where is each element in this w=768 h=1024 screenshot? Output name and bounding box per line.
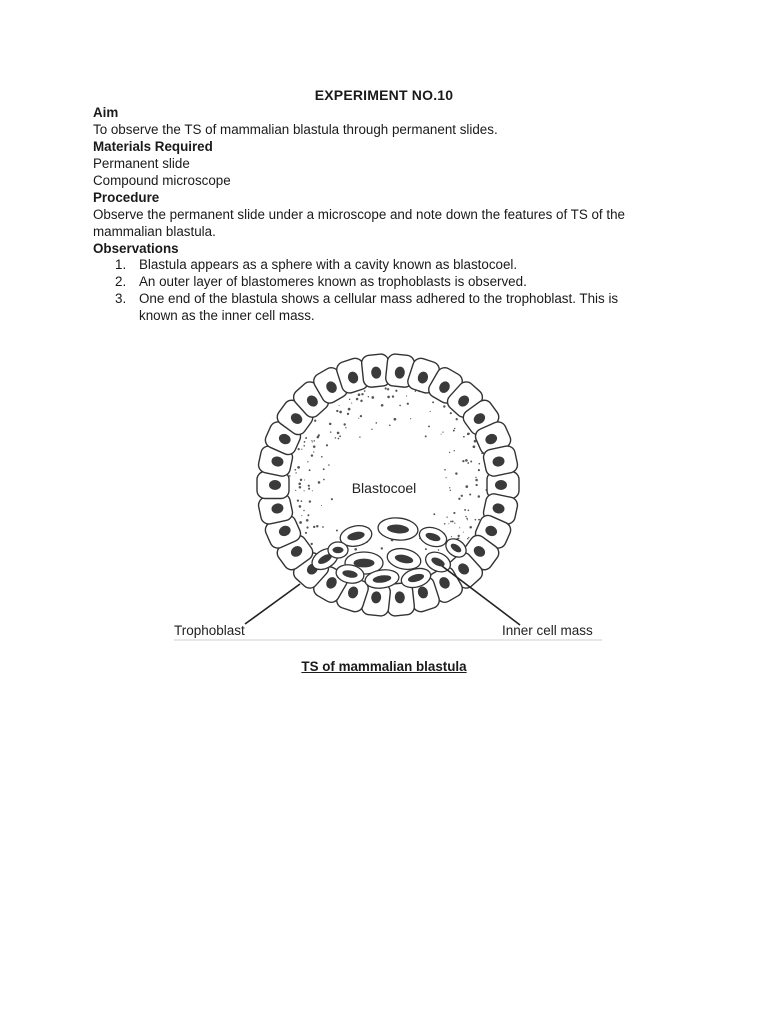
speckle-dot [347, 413, 349, 415]
speckle-dot [467, 462, 469, 464]
inner-cell-mass-label: Inner cell mass [502, 623, 593, 638]
speckle-dot [299, 486, 302, 489]
speckle-dot [466, 518, 468, 520]
procedure-heading: Procedure [93, 190, 160, 205]
speckle-dot [425, 548, 427, 550]
speckle-dot [307, 461, 308, 462]
procedure-text-line: mammalian blastula. [93, 224, 216, 239]
speckle-dot [395, 390, 397, 392]
speckle-dot [478, 519, 480, 521]
speckle-dot [450, 490, 451, 491]
trophoblast-label: Trophoblast [174, 623, 245, 638]
speckle-dot [441, 434, 442, 435]
speckle-dot [394, 418, 397, 421]
speckle-dot [458, 535, 460, 537]
speckle-dot [329, 423, 332, 426]
speckle-dot [360, 400, 362, 402]
speckle-dot [308, 488, 310, 490]
speckle-dot [322, 526, 324, 528]
speckle-dot [449, 452, 450, 453]
speckle-dot [339, 411, 342, 414]
speckle-dot [349, 399, 350, 400]
blastula-figure [170, 338, 606, 644]
observations-list [93, 256, 693, 324]
speckle-dot [301, 515, 302, 516]
speckle-dot [406, 395, 407, 396]
speckle-dot [475, 519, 477, 521]
speckle-dot [459, 527, 460, 528]
observation-number: 2. [115, 274, 127, 289]
speckle-dot [387, 388, 389, 390]
speckle-dot [331, 498, 333, 500]
speckle-dot [364, 390, 366, 392]
speckle-dot [464, 509, 466, 511]
speckle-dot [456, 418, 458, 420]
speckle-dot [311, 543, 313, 545]
speckle-dot [306, 526, 308, 528]
speckle-dot [303, 445, 305, 447]
speckle-dot [348, 408, 351, 411]
speckle-dot [444, 469, 446, 471]
speckle-dot [425, 435, 427, 437]
speckle-dot [336, 530, 338, 532]
speckle-dot [465, 485, 468, 488]
observation-text: One end of the blastula shows a cellular mass adhered to the trophoblast. This is [139, 291, 619, 306]
speckle-dot [449, 487, 450, 488]
speckle-dot [371, 396, 374, 399]
speckle-dot [300, 479, 302, 481]
speckle-dot [313, 451, 314, 452]
speckle-dot [351, 403, 352, 404]
speckle-dot [473, 445, 476, 448]
speckle-dot [465, 516, 466, 517]
speckle-dot [452, 520, 454, 522]
material-item: Permanent slide [93, 156, 190, 171]
observation-text: Blastula appears as a sphere with a cavity known as blastocoel. [139, 257, 518, 272]
speckle-dot [323, 479, 325, 481]
speckle-dot [467, 519, 468, 520]
speckle-dot [360, 415, 362, 417]
inner-cell [328, 542, 348, 558]
speckle-dot [314, 420, 316, 422]
speckle-dot [470, 461, 472, 463]
aim-heading: Aim [93, 105, 119, 120]
speckle-dot [381, 404, 384, 407]
speckle-dot [297, 466, 300, 469]
speckle-dot [469, 493, 471, 495]
observation-number: 1. [115, 257, 127, 272]
speckle-dot [336, 410, 338, 412]
speckle-dot [463, 532, 464, 533]
speckle-dot [465, 459, 468, 462]
speckle-dot [430, 411, 431, 412]
speckle-dot [304, 479, 305, 480]
speckle-dot [368, 396, 369, 397]
speckle-dot [443, 405, 445, 407]
speckle-dot [450, 521, 452, 523]
speckle-dot [301, 449, 302, 450]
speckle-dot [328, 464, 330, 466]
speckle-dot [309, 469, 311, 471]
blastocoel-label: Blastocoel [351, 480, 417, 496]
speckle-dot [410, 418, 411, 419]
speckle-dot [304, 441, 306, 443]
speckle-dot [354, 548, 357, 551]
inner-cell [377, 516, 419, 541]
speckle-dot [454, 428, 455, 429]
speckle-dot [358, 418, 359, 419]
trophoblast-leader-line [245, 584, 300, 624]
speckle-dot [304, 490, 305, 491]
experiment-title: EXPERIMENT NO.10 [314, 87, 454, 103]
speckle-dot [298, 483, 301, 486]
speckle-dot [433, 513, 435, 515]
speckle-dot [371, 429, 372, 430]
speckle-dot [312, 441, 313, 442]
speckle-dot [312, 490, 313, 491]
speckle-dot [407, 403, 409, 405]
speckle-dot [478, 495, 481, 498]
speckle-dot [479, 463, 481, 465]
speckle-dot [335, 437, 337, 439]
speckle-dot [301, 500, 303, 502]
speckle-dot [321, 456, 323, 458]
speckle-dot [326, 444, 328, 446]
speckle-dot [330, 431, 331, 432]
speckle-dot [295, 472, 296, 473]
speckle-dot [311, 440, 312, 441]
speckle-dot [468, 509, 470, 511]
speckle-dot [305, 437, 307, 439]
materials-heading: Materials Required [93, 139, 213, 154]
speckle-dot [469, 526, 472, 529]
observation-text: known as the inner cell mass. [139, 308, 315, 323]
speckle-dot [415, 391, 416, 392]
speckle-dot [454, 450, 455, 451]
inner-cell [417, 524, 449, 550]
speckle-dot [321, 505, 322, 506]
observation-number: 3. [115, 291, 127, 306]
speckle-dot [392, 395, 394, 397]
aim-text: To observe the TS of mammalian blastula through permanent slides. [93, 122, 498, 137]
speckle-dot [316, 525, 318, 527]
speckle-dot [444, 523, 446, 525]
speckle-dot [468, 537, 469, 538]
speckle-dot [306, 519, 309, 522]
speckle-dot [455, 472, 457, 474]
speckle-dot [461, 495, 463, 497]
speckle-dot [428, 425, 430, 427]
speckle-dot [356, 398, 359, 401]
speckle-dot [462, 460, 464, 462]
observation-text: An outer layer of blastomeres known as trophoblasts is observed. [139, 274, 527, 289]
speckle-dot [453, 430, 455, 432]
speckle-dot [303, 510, 304, 511]
blastula-diagram [170, 338, 606, 644]
speckle-dot [432, 401, 434, 403]
speckle-dot [294, 469, 296, 471]
speckle-dot [451, 536, 452, 537]
speckle-dot [314, 440, 316, 442]
speckle-dot [475, 484, 477, 486]
speckle-dot [343, 423, 345, 425]
material-item: Compound microscope [93, 173, 231, 188]
observation-item [93, 290, 693, 324]
speckle-dot [453, 512, 455, 514]
speckle-dot [305, 532, 307, 534]
speckle-dot [338, 438, 340, 440]
observations-heading: Observations [93, 241, 179, 256]
speckle-dot [317, 436, 320, 439]
speckle-dot [295, 490, 296, 491]
speckle-dot [359, 436, 360, 437]
speckle-dot [458, 498, 460, 500]
observation-item [93, 256, 693, 273]
speckle-dot [458, 538, 460, 540]
speckle-dot [289, 475, 291, 477]
speckle-dot [448, 523, 449, 524]
speckle-dot [323, 468, 325, 470]
cell-nucleus [495, 480, 507, 490]
speckle-dot [339, 405, 340, 406]
speckle-dot [389, 424, 391, 426]
procedure-text-line: Observe the permanent slide under a microscope and note down the features of TS of the [93, 207, 625, 222]
speckle-dot [361, 393, 363, 395]
speckle-dot [478, 469, 480, 471]
speckle-dot [311, 454, 313, 456]
speckle-dot [387, 396, 390, 399]
cell-nucleus [269, 480, 281, 490]
speckle-dot [467, 538, 469, 540]
speckle-dot [399, 405, 401, 407]
speckle-dot [298, 448, 300, 450]
speckle-dot [337, 432, 340, 435]
speckle-dot [475, 477, 476, 478]
figure-caption: TS of mammalian blastula [301, 659, 467, 674]
speckle-dot [454, 522, 455, 523]
speckle-dot [299, 505, 302, 508]
speckle-dot [345, 427, 346, 428]
speckle-dot [446, 517, 447, 518]
speckle-dot [446, 477, 447, 478]
speckle-dot [313, 526, 315, 528]
observation-item [93, 273, 693, 290]
speckle-dot [299, 521, 302, 524]
speckle-dot [385, 387, 387, 389]
speckle-dot [309, 500, 311, 502]
speckle-dot [313, 445, 316, 448]
speckle-dot [463, 436, 465, 438]
speckle-dot [339, 435, 341, 437]
speckle-dot [375, 422, 377, 424]
speckle-dot [297, 499, 299, 501]
speckle-dot [438, 549, 439, 550]
speckle-dot [381, 547, 383, 549]
cell-nucleus [333, 547, 344, 553]
speckle-dot [475, 479, 478, 482]
speckle-dot [318, 481, 321, 484]
speckle-dot [468, 433, 470, 435]
speckle-dot [358, 393, 361, 396]
speckle-dot [442, 431, 443, 432]
speckle-dot [450, 412, 452, 414]
speckle-dot [308, 485, 310, 487]
speckle-dot [307, 514, 309, 516]
